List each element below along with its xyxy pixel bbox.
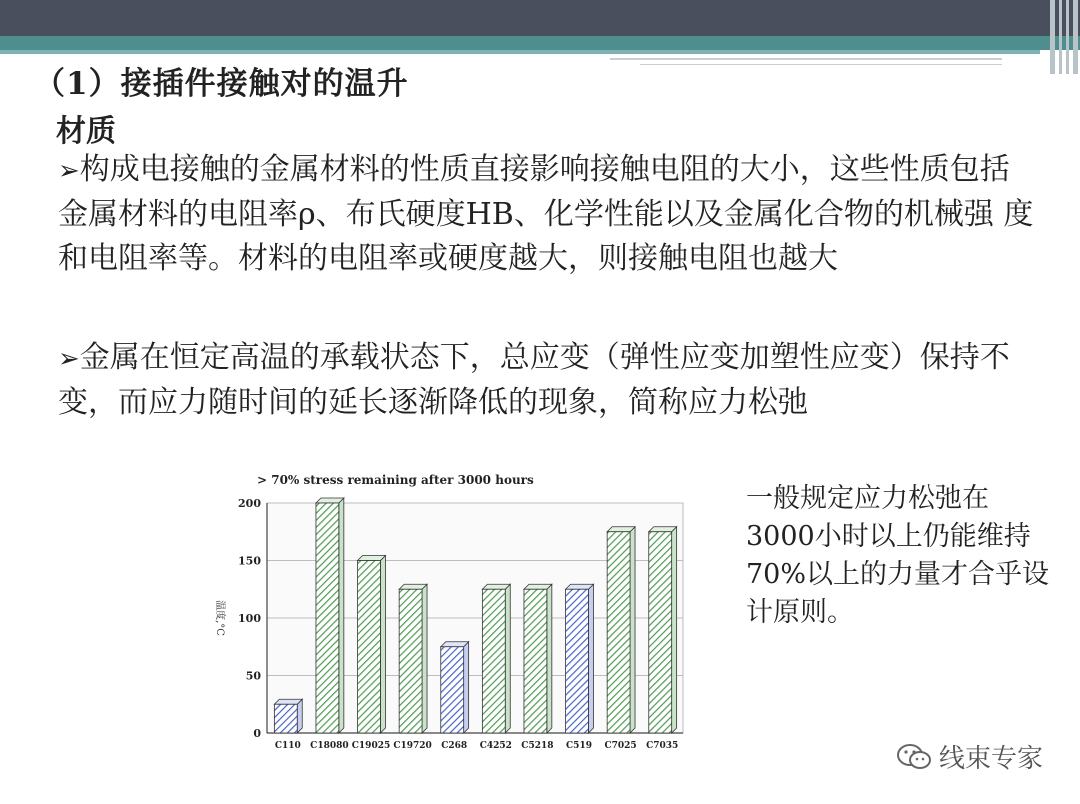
chart-bar-side (630, 527, 635, 733)
chart-bar (399, 589, 422, 733)
slide-subheading: 材质 (56, 114, 116, 149)
chart-x-tick-label: C18080 (310, 741, 349, 751)
bullet-icon: ➢ (58, 156, 80, 186)
chart-bar-side (422, 584, 427, 733)
chart-bar (316, 503, 339, 733)
chart-bar-top (482, 584, 510, 589)
chart-bar-top (399, 584, 427, 589)
chart-y-tick-label: 200 (238, 497, 261, 510)
chart-x-tick-label: C4252 (479, 741, 512, 751)
title-bar-band (0, 0, 1080, 36)
chart-y-axis-label: 温度,°C (214, 600, 225, 636)
decor-line (610, 58, 1002, 60)
decor-line (640, 64, 1002, 65)
chart-x-tick-label: C7025 (604, 741, 637, 751)
paragraph-text: 构成电接触的金属材料的性质直接影响接触电阻的大小，这些性质包括金属材料的电阻率ρ、布氏硬度HB、化学性能以及金属化合物的机械强 度和电阻率等。材料的电阻率或硬度越大，则接触电阻也越大 (58, 152, 1034, 276)
chart-x-tick-label: C110 (274, 741, 301, 751)
chart-title: > 70% stress remaining after 3000 hours (257, 473, 534, 487)
chart-bar-side (380, 556, 385, 734)
chart-bar-side (672, 527, 677, 733)
chart-bar-side (547, 584, 552, 733)
chart-bar-top (566, 584, 594, 589)
stress-relaxation-chart (205, 468, 695, 758)
chart-bar (482, 589, 505, 733)
design-rule-note: 一般规定应力松弛在3000小时以上仍能维持70%以上的力量才合乎设计原则。 (746, 483, 1050, 628)
paragraph-material-properties (58, 148, 1038, 281)
slide-heading: （1）接插件接触对的温升 (34, 66, 409, 102)
chart-x-tick-label: C519 (566, 741, 592, 751)
chart-bar-side (339, 498, 344, 733)
chart-bar-side (588, 584, 593, 733)
chart-bar-side (505, 584, 510, 733)
chart-y-tick-label: 50 (245, 669, 261, 683)
bullet-icon: ➢ (58, 344, 80, 374)
chart-bar (274, 704, 297, 733)
chart-x-tick-label: C268 (441, 741, 468, 751)
chart-bar (441, 647, 464, 733)
chart-y-tick-label: 0 (253, 727, 261, 740)
chart-bar-top (524, 584, 552, 589)
paragraph-text: 金属在恒定高温的承载状态下，总应变（弹性应变加塑性应变）保持不变，而应力随时间的延长逐渐降低的现象，简称应力松弛 (58, 340, 1010, 420)
chart-x-tick-label: C19720 (393, 741, 432, 751)
chart-bar-top (441, 642, 469, 647)
chart-bar (358, 561, 381, 734)
chart-x-tick-label: C19025 (351, 741, 391, 751)
chart-bar (524, 589, 547, 733)
chart-x-tick-label: C5218 (521, 741, 554, 751)
chart-y-tick-label: 150 (238, 554, 261, 568)
chart-bar-side (297, 699, 302, 733)
watermark-text: 线束专家 (939, 744, 1044, 774)
title-bar-stripe (0, 36, 1080, 50)
chart-bar-top (358, 556, 386, 561)
chart-bar (649, 532, 672, 733)
wechat-icon (895, 742, 933, 772)
chart-bar-side (464, 642, 469, 733)
paragraph-stress-relaxation (58, 336, 1038, 425)
chart-bar-top (649, 527, 677, 532)
chart-y-tick-label: 100 (238, 612, 261, 625)
corner-decoration (1048, 0, 1080, 74)
chart-x-tick-label: C7035 (646, 741, 679, 751)
watermark (895, 738, 1043, 775)
chart-bar-top (274, 699, 302, 704)
chart-bar (607, 532, 630, 733)
chart-bar-top (607, 527, 635, 532)
title-bar-accent (0, 50, 1040, 54)
chart-bar (566, 589, 589, 733)
chart-bar-top (316, 498, 344, 503)
